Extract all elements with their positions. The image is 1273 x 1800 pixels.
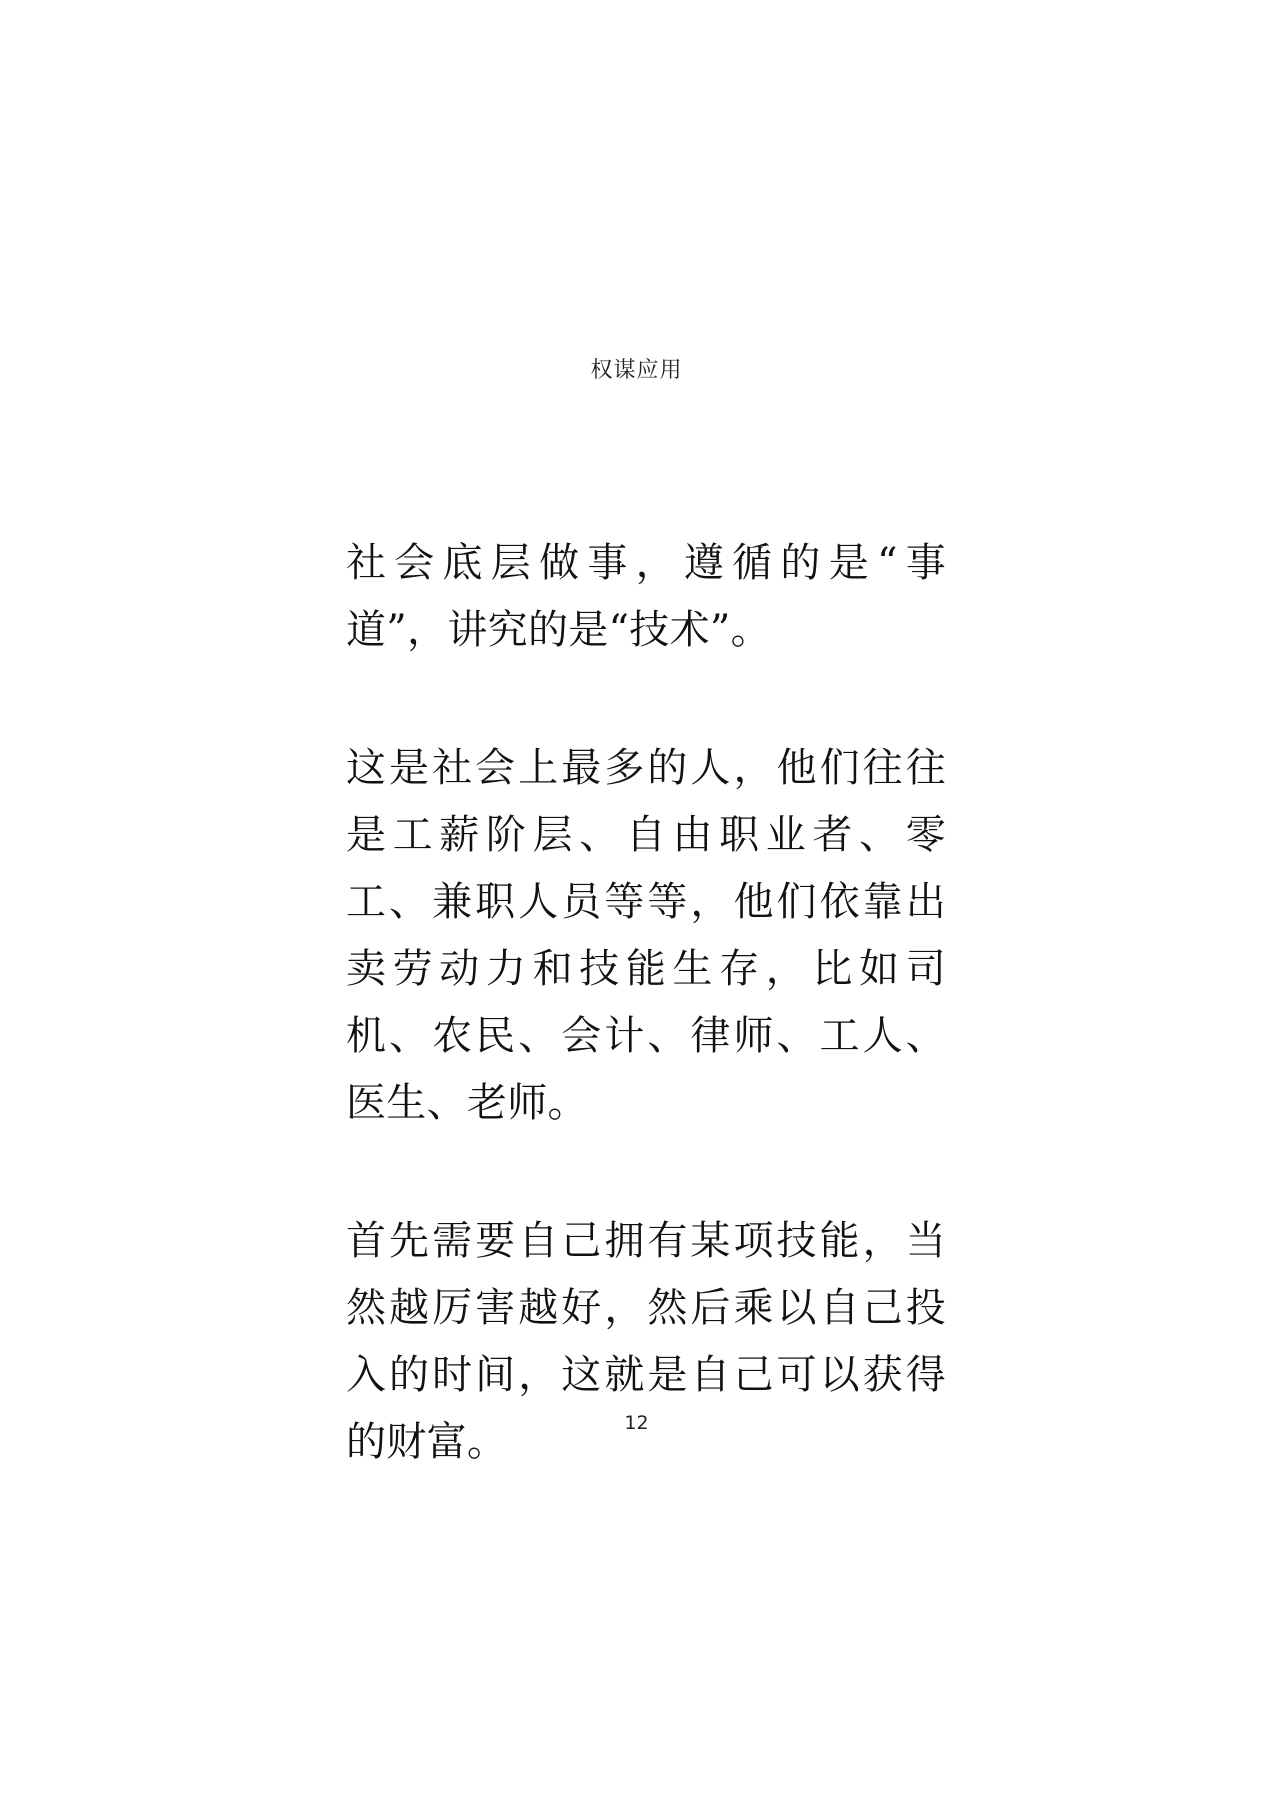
paragraph-2: 这是社会上最多的人，他们往往是工薪阶层、自由职业者、零工、兼职人员等等，他们依靠出卖劳动力和技能生存，比如司机、农民、会计、律师、工人、医生、老师。 (346, 745, 946, 1126)
paragraph-1: 社会底层做事，遵循的是“事道”，讲究的是“技术”。 (346, 540, 946, 653)
page-number: 12 (624, 1412, 649, 1434)
body-text (346, 530, 946, 1476)
paragraph-3: 首先需要自己拥有某项技能，当然越厉害越好，然后乘以自己投入的时间，这就是自己可以获得的财富。 (346, 1218, 946, 1465)
running-header-title: 权谋应用 (590, 358, 683, 383)
